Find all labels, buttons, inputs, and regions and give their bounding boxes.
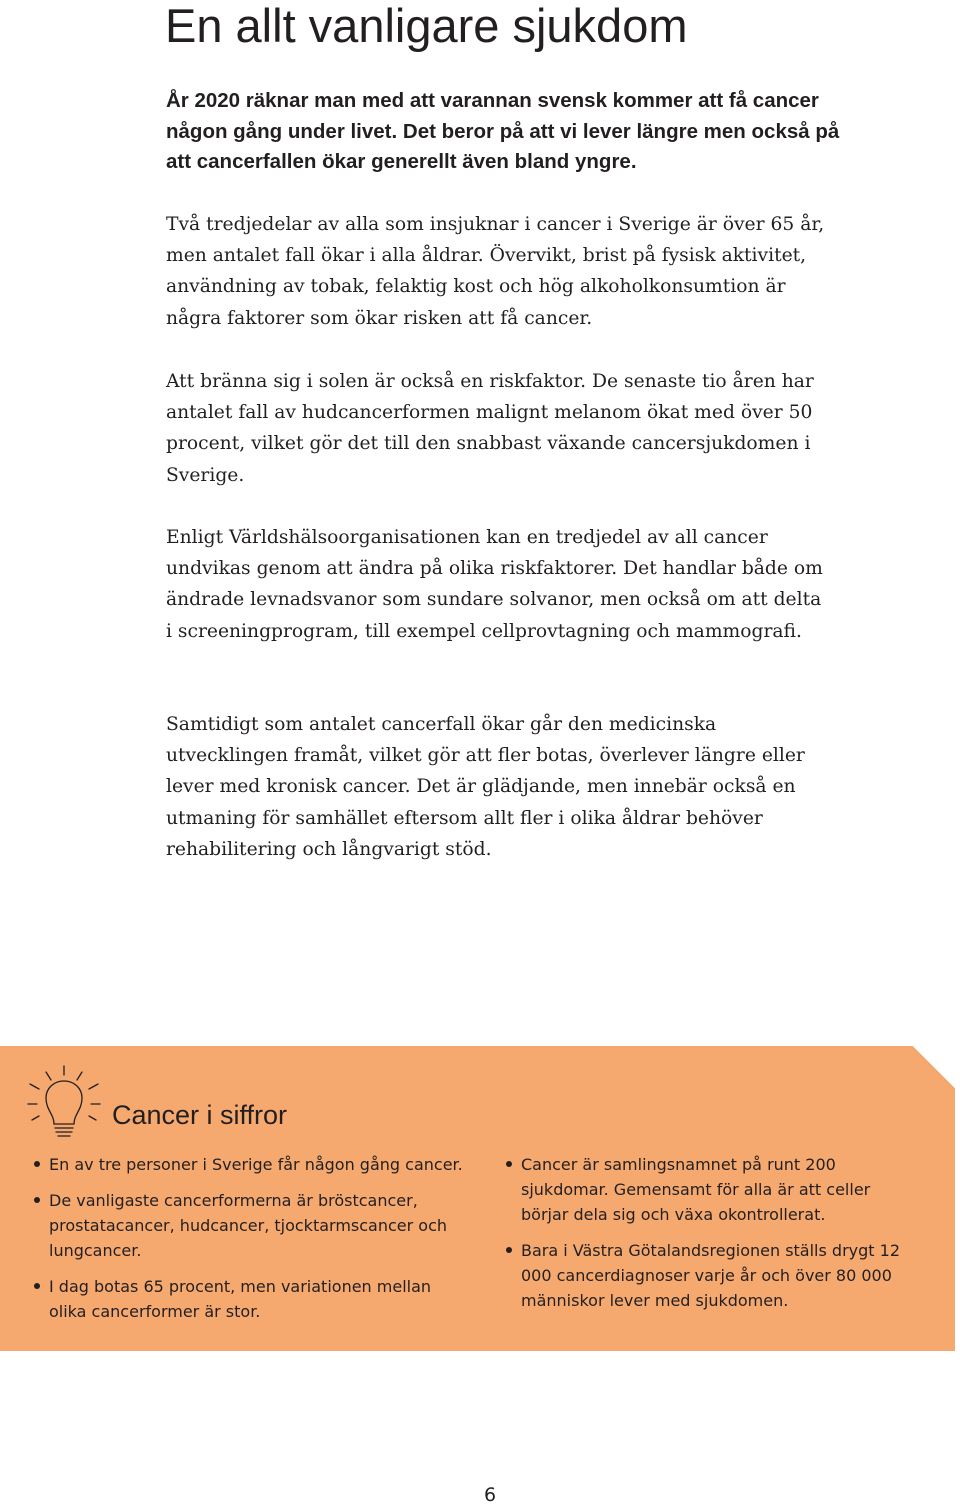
list-item: Cancer är samlingsnamnet på runt 200 sjukdomar. Gemensamt för alla är att celler börjar dela sig och växa okontrollerat. (506, 1152, 916, 1227)
list-item: En av tre personer i Sverige får någon gång cancer. (34, 1152, 464, 1177)
list-item: Bara i Västra Götalandsregionen ställs drygt 12 000 cancerdiagnoser varje år och över 80 000 människor lever med sjukdomen. (506, 1238, 916, 1313)
page-number: 6 (484, 1484, 497, 1506)
lightbulb-icon (24, 1064, 104, 1144)
facts-box (0, 1046, 955, 1351)
body-paragraph: Två tredjedelar av alla som insjuknar i cancer i Sverige är över 65 år, men antalet fall ökar i alla åldrar. Övervikt, brist på fysisk aktivitet, användning av tobak, felaktig kost och hög alkoholkonsumtion är några faktorer som ökar risken att få cancer. (166, 214, 825, 329)
facts-box-title: Cancer i siffror (112, 1100, 288, 1130)
lead-paragraph: År 2020 räknar man med att varannan svensk kommer att få cancer någon gång under livet. Det beror på att vi lever längre men också på att cancerfallen ökar generellt även bland yngre. (166, 89, 840, 173)
folded-corner-cutout (913, 1046, 955, 1088)
body-paragraph: Enligt Världshälsoorganisationen kan en tredjedel av all cancer undvikas genom att ändra på olika riskfaktorer. Det handlar både om ändrade levnadsvanor som sundare solvanor, men också om att delta i screeningprogram, till exempel cellprovtagning och mammografi. (166, 527, 823, 642)
facts-list-left (34, 1152, 464, 1335)
body-paragraph: Samtidigt som antalet cancerfall ökar går den medicinska utvecklingen framåt, vilket gör att fler botas, överlever längre eller lever med kronisk cancer. Det är glädjande, men innebär också en utmaning för samhället eftersom allt fler i olika åldrar behöver rehabilitering och långvarigt stöd. (166, 714, 805, 860)
list-item: De vanligaste cancerformerna är bröstcancer, prostatacancer, hudcancer, tjocktarmscancer och lungcancer. (34, 1188, 464, 1263)
page-title: En allt vanligare sjukdom (165, 0, 688, 52)
facts-list-right (506, 1152, 916, 1324)
body-paragraph: Att bränna sig i solen är också en riskfaktor. De senaste tio åren har antalet fall av hudcancerformen malignt melanom ökat med över 50 procent, vilket gör det till den snabbast växande cancersjukdomen i Sverige. (166, 371, 814, 486)
list-item: I dag botas 65 procent, men variationen mellan olika cancerformer är stor. (34, 1274, 464, 1324)
